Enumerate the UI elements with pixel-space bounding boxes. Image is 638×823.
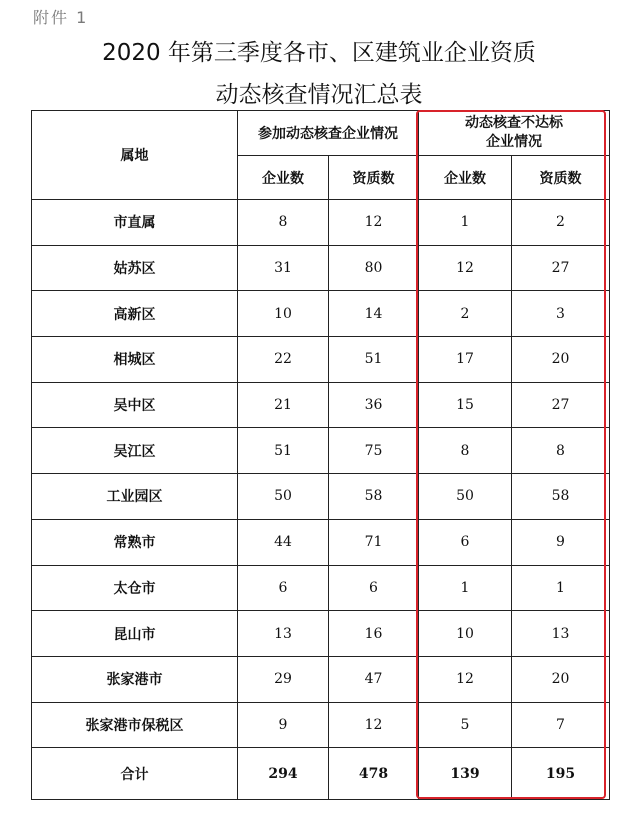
- table-row: [32, 291, 610, 337]
- region-cell: 工业园区: [32, 474, 238, 520]
- header-group-failing-line2: 企业情况: [486, 134, 542, 150]
- table-row: [32, 337, 610, 383]
- failing-enterprises-cell: 15: [419, 382, 512, 428]
- failing-qualifications-cell: 13: [512, 611, 610, 657]
- failing-qualifications-cell: 2: [512, 200, 610, 246]
- page-title-line2: 动态核查情况汇总表: [215, 82, 423, 108]
- table-row: [32, 656, 610, 702]
- failing-enterprises-cell: 12: [419, 656, 512, 702]
- participating-qualifications-cell: 47: [329, 656, 419, 702]
- region-cell: 姑苏区: [32, 245, 238, 291]
- participating-qualifications-cell: 75: [329, 428, 419, 474]
- failing-qualifications-cell: 20: [512, 337, 610, 383]
- region-cell: 张家港市: [32, 656, 238, 702]
- subheader-failing-qualifications: 资质数: [512, 156, 610, 200]
- participating-enterprises-cell: 10: [238, 291, 329, 337]
- failing-enterprises-cell: 50: [419, 474, 512, 520]
- table-row: [32, 702, 610, 748]
- participating-enterprises-cell: 9: [238, 702, 329, 748]
- table-row: [32, 245, 610, 291]
- participating-enterprises-cell: 6: [238, 565, 329, 611]
- header-group-failing-line1: 动态核查不达标: [465, 115, 563, 131]
- participating-enterprises-cell: 44: [238, 519, 329, 565]
- table-row: [32, 565, 610, 611]
- failing-qualifications-cell: 58: [512, 474, 610, 520]
- participating-qualifications-cell: 14: [329, 291, 419, 337]
- table-row: [32, 474, 610, 520]
- failing-enterprises-cell: 6: [419, 519, 512, 565]
- total-participating-qualifications: 478: [329, 748, 419, 800]
- table-row: [32, 519, 610, 565]
- participating-enterprises-cell: 31: [238, 245, 329, 291]
- total-failing-enterprises: 139: [419, 748, 512, 800]
- participating-enterprises-cell: 21: [238, 382, 329, 428]
- participating-qualifications-cell: 71: [329, 519, 419, 565]
- participating-qualifications-cell: 12: [329, 200, 419, 246]
- region-cell: 张家港市保税区: [32, 702, 238, 748]
- table-body: [32, 200, 610, 800]
- failing-enterprises-cell: 5: [419, 702, 512, 748]
- participating-qualifications-cell: 80: [329, 245, 419, 291]
- participating-enterprises-cell: 13: [238, 611, 329, 657]
- table-row: [32, 382, 610, 428]
- failing-enterprises-cell: 8: [419, 428, 512, 474]
- region-cell: 太仓市: [32, 565, 238, 611]
- failing-enterprises-cell: 1: [419, 565, 512, 611]
- participating-qualifications-cell: 12: [329, 702, 419, 748]
- failing-qualifications-cell: 9: [512, 519, 610, 565]
- participating-qualifications-cell: 16: [329, 611, 419, 657]
- region-cell: 常熟市: [32, 519, 238, 565]
- total-label: 合计: [32, 748, 238, 800]
- table-row: [32, 200, 610, 246]
- failing-enterprises-cell: 17: [419, 337, 512, 383]
- failing-qualifications-cell: 7: [512, 702, 610, 748]
- total-participating-enterprises: 294: [238, 748, 329, 800]
- failing-qualifications-cell: 27: [512, 382, 610, 428]
- failing-qualifications-cell: 3: [512, 291, 610, 337]
- failing-qualifications-cell: 27: [512, 245, 610, 291]
- participating-enterprises-cell: 51: [238, 428, 329, 474]
- total-failing-qualifications: 195: [512, 748, 610, 800]
- subheader-participating-enterprises: 企业数: [238, 156, 329, 200]
- failing-enterprises-cell: 1: [419, 200, 512, 246]
- region-cell: 相城区: [32, 337, 238, 383]
- failing-enterprises-cell: 12: [419, 245, 512, 291]
- table-row: [32, 428, 610, 474]
- region-cell: 昆山市: [32, 611, 238, 657]
- page-title-line1: 2020 年第三季度各市、区建筑业企业资质: [102, 40, 536, 66]
- region-cell: 市直属: [32, 200, 238, 246]
- region-cell: 吴江区: [32, 428, 238, 474]
- failing-qualifications-cell: 8: [512, 428, 610, 474]
- participating-qualifications-cell: 51: [329, 337, 419, 383]
- failing-enterprises-cell: 10: [419, 611, 512, 657]
- subheader-participating-qualifications: 资质数: [329, 156, 419, 200]
- participating-qualifications-cell: 58: [329, 474, 419, 520]
- table-row-total: [32, 748, 610, 800]
- region-cell: 高新区: [32, 291, 238, 337]
- summary-table: [31, 110, 610, 800]
- failing-qualifications-cell: 1: [512, 565, 610, 611]
- participating-enterprises-cell: 50: [238, 474, 329, 520]
- subheader-failing-enterprises: 企业数: [419, 156, 512, 200]
- participating-enterprises-cell: 22: [238, 337, 329, 383]
- header-group-participating: 参加动态核查企业情况: [238, 111, 419, 156]
- participating-qualifications-cell: 36: [329, 382, 419, 428]
- participating-qualifications-cell: 6: [329, 565, 419, 611]
- table-row: [32, 611, 610, 657]
- region-cell: 吴中区: [32, 382, 238, 428]
- header-group-failing: [419, 111, 610, 156]
- participating-enterprises-cell: 8: [238, 200, 329, 246]
- participating-enterprises-cell: 29: [238, 656, 329, 702]
- attachment-label: 附件 1: [33, 8, 89, 27]
- header-region: 属地: [32, 111, 238, 200]
- failing-qualifications-cell: 20: [512, 656, 610, 702]
- failing-enterprises-cell: 2: [419, 291, 512, 337]
